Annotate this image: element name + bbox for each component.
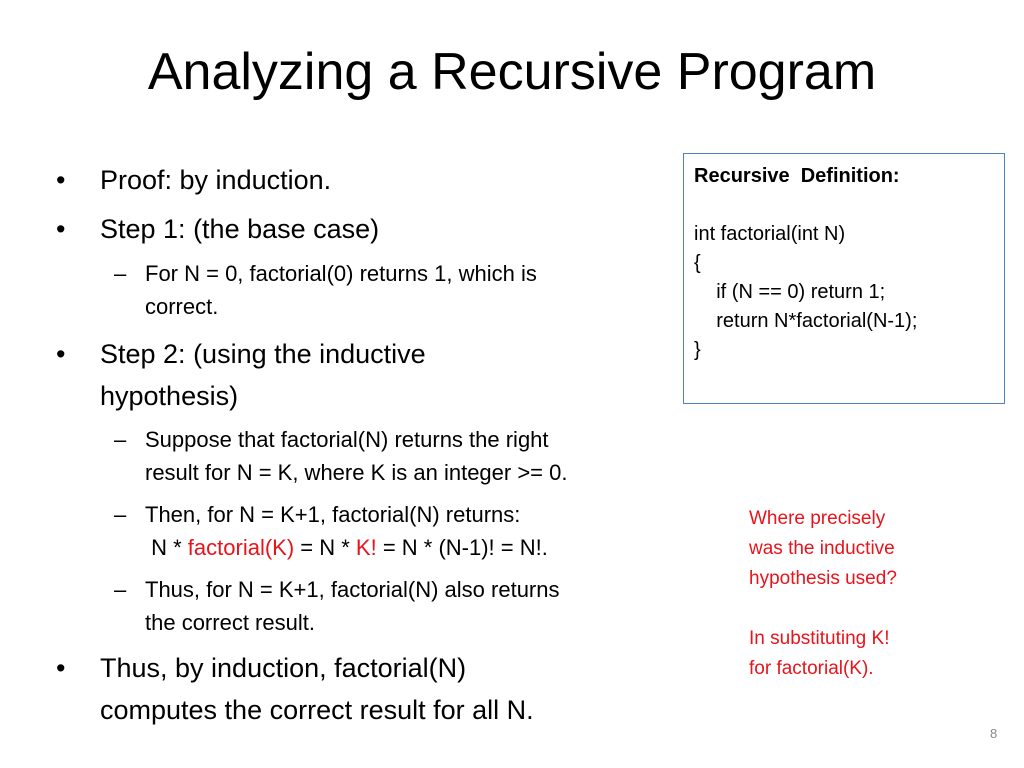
equation-highlight-factorial-k: factorial(K): [187, 535, 295, 560]
code-line-base-case: if (N == 0) return 1;: [694, 281, 886, 303]
note-line-blank: [749, 594, 1009, 624]
sub-bullet-text-line-2: correct.: [145, 294, 219, 319]
code-line-close-brace: }: [694, 339, 701, 361]
bullet-text-line-2: hypothesis): [100, 381, 239, 411]
sub-bullet-text-line-1: Then, for N = K+1, factorial(N) returns:: [145, 502, 521, 527]
bullet-text-line-1: Step 2: (using the inductive: [100, 339, 426, 369]
bullet-marker: •: [56, 165, 66, 195]
sub-bullet-text-line-1: Thus, for N = K+1, factorial(N) also returns: [145, 577, 560, 602]
sub-bullet-equation: [145, 531, 548, 564]
equation-part-1: N *: [145, 535, 188, 560]
slide-title: Analyzing a Recursive Program: [147, 43, 877, 101]
note-line-3: hypothesis used?: [749, 568, 897, 589]
note-line-6: for factorial(K).: [749, 658, 874, 679]
note-line-2: was the inductive: [749, 538, 895, 559]
bullet-text-line-1: Thus, by induction, factorial(N): [100, 653, 467, 683]
bullet-marker: •: [56, 214, 66, 244]
bullet-text-line-2: computes the correct result for all N.: [100, 695, 534, 725]
code-line-recursive-return: return N*factorial(N-1);: [694, 310, 918, 332]
bullet-marker: •: [56, 653, 66, 683]
bullet-marker: •: [56, 339, 66, 369]
equation-part-2: = N *: [294, 535, 356, 560]
code-box-heading: Recursive Definition:: [694, 165, 900, 187]
bullet-text: Proof: by induction.: [100, 165, 332, 195]
equation-highlight-k-factorial: K!: [355, 535, 377, 560]
inductive-hypothesis-note: [749, 504, 1009, 684]
code-line-signature: int factorial(int N): [694, 223, 846, 245]
sub-bullet-marker: –: [114, 261, 127, 286]
sub-bullet-marker: –: [114, 427, 127, 452]
code-blank-line: [694, 191, 1004, 220]
sub-bullet-marker: –: [114, 502, 127, 527]
equation-part-3: = N * (N-1)! = N!.: [376, 535, 548, 560]
code-line-open-brace: {: [694, 252, 701, 274]
recursive-definition-box: [683, 153, 1005, 404]
sub-bullet-text-line-1: For N = 0, factorial(0) returns 1, which is: [145, 261, 537, 286]
note-line-5: In substituting K!: [749, 628, 890, 649]
sub-bullet-text-line-2: result for N = K, where K is an integer >= 0.: [145, 460, 568, 485]
page-number: 8: [990, 726, 998, 741]
sub-bullet-text-line-2: the correct result.: [145, 610, 315, 635]
sub-bullet-text-line-1: Suppose that factorial(N) returns the right: [145, 427, 549, 452]
bullet-text: Step 1: (the base case): [100, 214, 380, 244]
sub-bullet-marker: –: [114, 577, 127, 602]
note-line-1: Where precisely: [749, 508, 886, 529]
